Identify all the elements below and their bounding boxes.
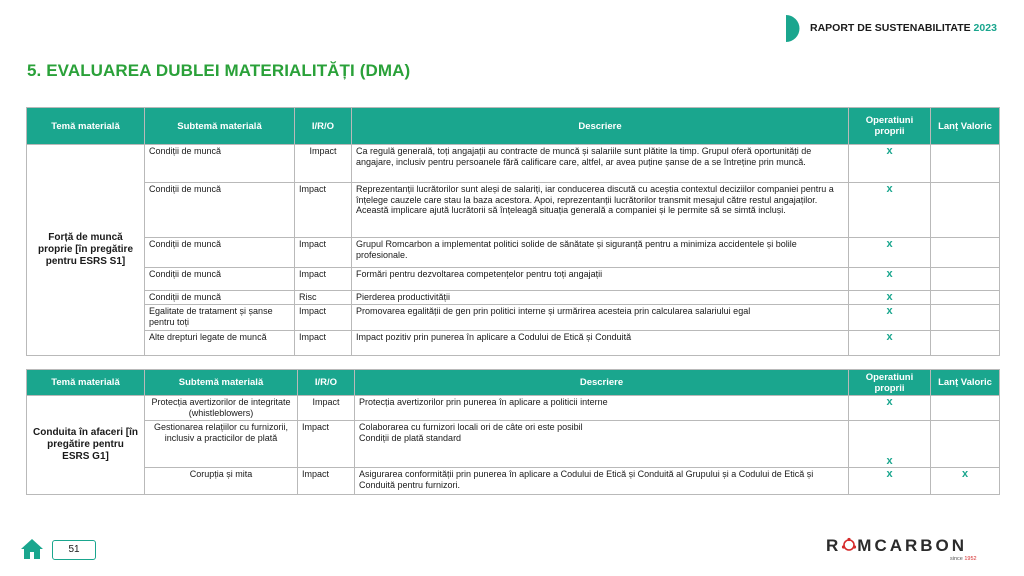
- subtema-cell: Gestionarea relațiilor cu furnizorii, inclusiv a practicilor de plată: [145, 421, 298, 468]
- lant-cell: x: [931, 468, 1000, 495]
- lant-cell: [931, 396, 1000, 421]
- descriere-cell: Protecția avertizorilor prin punerea în aplicare a politicii interne: [355, 396, 849, 421]
- table-row: [27, 238, 1000, 268]
- table-row: [27, 331, 1000, 356]
- descriere-line: Condiții de plată standard: [359, 432, 462, 443]
- since-label: [950, 556, 977, 562]
- lant-cell: [931, 291, 1000, 305]
- table-row: [27, 305, 1000, 331]
- descriere-cell: [355, 421, 849, 468]
- half-circle-logo-icon: [786, 15, 800, 42]
- home-icon[interactable]: [20, 538, 44, 560]
- table-row: [27, 268, 1000, 291]
- since-text: since: [950, 556, 963, 562]
- descriere-cell: Grupul Romcarbon a implementat politici solide de sănătate și siguranță pentru a minimiza accidentele și bolile profesionale.: [352, 238, 849, 268]
- iro-cell: Impact: [295, 238, 352, 268]
- subtema-cell: Egalitate de tratament și șanse pentru toți: [145, 305, 295, 331]
- table-row: [27, 421, 1000, 468]
- operatiuni-cell: x: [849, 238, 931, 268]
- subtema-cell: Condiții de muncă: [145, 238, 295, 268]
- col-header-tema: Temă materială: [27, 370, 145, 396]
- iro-cell: Impact: [295, 305, 352, 331]
- lant-cell: [931, 268, 1000, 291]
- descriere-cell: Reprezentanții lucrătorilor sunt aleși de salariți, iar conducerea discută cu aceștia contextul deciziilor companiei pentru a înțelege cauzele care stau la baza acestora. Apoi, reprezentanții lucrătorilor transmit mesajul către restul angajaților. Această implicare ajută lucrătorii să înțeleagă situația generală a companiei și le permite să se simtă incluși.: [352, 183, 849, 238]
- col-header-lant: Lanț Valoric: [931, 108, 1000, 145]
- subtema-cell: Protecția avertizorilor de integritate (whistleblowers): [145, 396, 298, 421]
- lant-cell: [931, 305, 1000, 331]
- col-header-lant: Lanț Valoric: [931, 370, 1000, 396]
- subtema-cell: Condiții de muncă: [145, 291, 295, 305]
- lant-cell: [931, 238, 1000, 268]
- report-year: 2023: [973, 22, 997, 34]
- table-row: [27, 183, 1000, 238]
- iro-cell: Impact: [295, 183, 352, 238]
- report-title: [810, 22, 997, 34]
- molecule-o-icon: [841, 537, 857, 553]
- descriere-line: Colaborarea cu furnizori locali ori de câte ori este posibil: [359, 422, 583, 432]
- col-header-descriere: Descriere: [352, 108, 849, 145]
- iro-cell: Risc: [295, 291, 352, 305]
- iro-cell: Impact: [295, 331, 352, 356]
- page-title: 5. EVALUAREA DUBLEI MATERIALITĂȚI (DMA): [27, 61, 411, 80]
- col-header-tema: Temă materială: [27, 108, 145, 145]
- table-header-row: [27, 108, 1000, 145]
- iro-cell: Impact: [298, 468, 355, 495]
- iro-cell: Impact: [298, 396, 355, 421]
- subtema-cell: Alte drepturi legate de muncă: [145, 331, 295, 356]
- operatiuni-cell: x: [849, 268, 931, 291]
- col-header-iro: I/R/O: [298, 370, 355, 396]
- col-header-descriere: Descriere: [355, 370, 849, 396]
- materiality-table-business-conduct: [26, 369, 1000, 495]
- col-header-operatiuni: Operatiuni proprii: [849, 370, 931, 396]
- table-row: [27, 396, 1000, 421]
- table-row: [27, 291, 1000, 305]
- col-header-operatiuni: Operatiuni proprii: [849, 108, 931, 145]
- iro-cell: Impact: [295, 268, 352, 291]
- operatiuni-cell: x: [849, 331, 931, 356]
- brand-text-start: R: [826, 536, 842, 555]
- tema-cell: Forță de muncă proprie [în pregătire pentru ESRS S1]: [27, 145, 145, 356]
- since-year: 1952: [964, 556, 977, 562]
- operatiuni-cell: x: [849, 396, 931, 421]
- lant-cell: [931, 183, 1000, 238]
- operatiuni-cell: x: [849, 421, 931, 468]
- table-header-row: [27, 370, 1000, 396]
- table-row: [27, 468, 1000, 495]
- col-header-subtema: Subtemă materială: [145, 108, 295, 145]
- subtema-cell: Corupția și mita: [145, 468, 298, 495]
- report-title-text: RAPORT DE SUSTENABILITATE: [810, 22, 971, 34]
- operatiuni-cell: x: [849, 291, 931, 305]
- table-row: [27, 145, 1000, 183]
- descriere-cell: Promovarea egalității de gen prin politici interne și urmărirea acesteia prin calcularea salariului egal: [352, 305, 849, 331]
- lant-cell: [931, 145, 1000, 183]
- materiality-table-workforce: [26, 107, 1000, 356]
- operatiuni-cell: x: [849, 145, 931, 183]
- operatiuni-cell: x: [849, 183, 931, 238]
- col-header-iro: I/R/O: [295, 108, 352, 145]
- brand-text-end: MCARBON: [857, 536, 968, 555]
- subtema-cell: Condiții de muncă: [145, 183, 295, 238]
- lant-cell: [931, 421, 1000, 468]
- page-number: 51: [52, 540, 96, 560]
- descriere-cell: Formări pentru dezvoltarea competențelor pentru toți angajații: [352, 268, 849, 291]
- operatiuni-cell: x: [849, 468, 931, 495]
- col-header-subtema: Subtemă materială: [145, 370, 298, 396]
- iro-cell: Impact: [298, 421, 355, 468]
- descriere-cell: Pierderea productivității: [352, 291, 849, 305]
- subtema-cell: Condiții de muncă: [145, 145, 295, 183]
- tema-cell: Conduita în afaceri [în pregătire pentru ESRS G1]: [27, 396, 145, 495]
- subtema-cell: Condiții de muncă: [145, 268, 295, 291]
- lant-cell: [931, 331, 1000, 356]
- iro-cell: Impact: [295, 145, 352, 183]
- descriere-cell: Ca regulă generală, toți angajații au contracte de muncă și salariile sunt plătite la timp. Grupul oferă oportunități de angajare, inclusiv pentru persoanele fără calificare care, altfel, ar avea puține șanse de a se întreține prin muncă.: [352, 145, 849, 183]
- descriere-cell: Impact pozitiv prin punerea în aplicare a Codului de Etică și Conduită: [352, 331, 849, 356]
- brand-logo: [826, 536, 967, 556]
- descriere-cell: Asigurarea conformității prin punerea în aplicare a Codului de Etică și Conduită al Grupului și a Codului de Etică și Conduită pentru furnizori.: [355, 468, 849, 495]
- operatiuni-cell: x: [849, 305, 931, 331]
